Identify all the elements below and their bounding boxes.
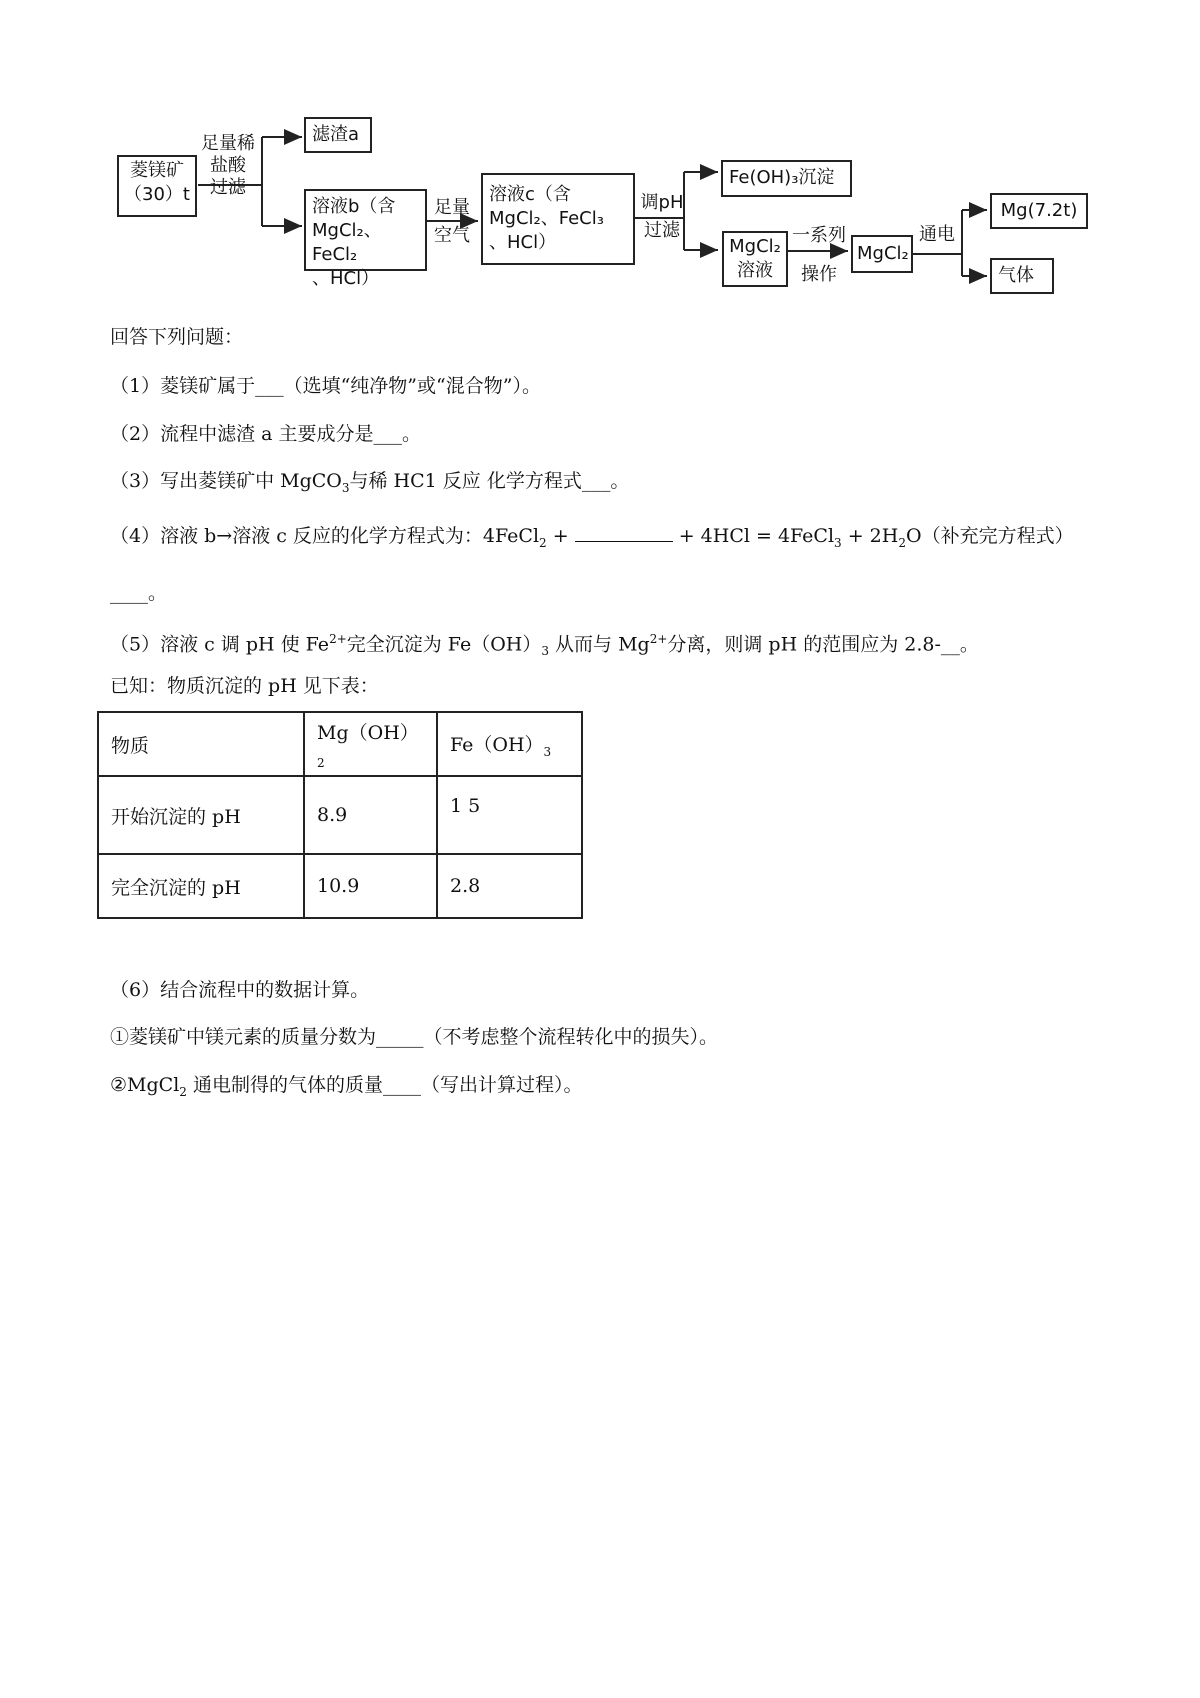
product-gas-box [990,258,1054,294]
question-3-sub: 3 [341,480,350,495]
product-mg-box [990,193,1088,229]
solution-c-line3: 、HCl） [489,232,557,253]
table-header-substance: 物质 [98,712,304,776]
acid-label-line1: 足量稀 [201,133,255,154]
mgcl2-solution-box [722,231,788,287]
question-6-1: ①菱镁矿中镁元素的质量分数为_____（不考虑整个流程转化中的损失）。 [110,1026,719,1048]
question-2: （2）流程中滤渣 a 主要成分是___。 [110,423,421,445]
table-header-feoh3-text: Fe（OH） [450,733,544,756]
question-4-plus: + [546,525,575,547]
series-top-label: 一系列 [792,225,846,246]
table-header-feoh3 [437,712,582,776]
table-cell: 2.8 [437,854,582,918]
question-5-sup2: 2+ [649,632,668,646]
question-5 [110,625,979,665]
acid-label-line2: 盐酸 [210,155,246,176]
question-4-sub1: 2 [539,535,547,550]
table-header-feoh3-sub: 3 [543,744,552,759]
table-cell: 1 5 [437,776,582,854]
solution-b-line2: MgCl₂、FeCl₂ [312,220,382,265]
question-6-2-sub: 2 [179,1084,187,1099]
table-cell: 开始沉淀的 pH [98,776,304,854]
air-label-line1: 足量 [434,197,470,218]
mgcl2-box [851,235,913,273]
acid-label-line3: 过滤 [210,177,246,198]
table-cell: 8.9 [304,776,437,854]
ore-name: 菱镁矿 [130,160,184,181]
table-row [98,854,582,918]
question-6-2-part1: ②MgCl [110,1074,180,1096]
known-text: 已知：物质沉淀的 pH 见下表： [110,675,379,697]
ore-box [117,155,197,217]
question-6: （6）结合流程中的数据计算。 [110,979,370,1001]
residue-label: 滤渣a [312,124,360,145]
intro-text: 回答下列问题： [110,326,244,348]
question-4-part4: O（补充完方程式） [906,525,1074,547]
ph-table [97,711,583,919]
air-label [427,197,477,247]
product-mg-label: Mg(7.2t) [1000,200,1078,221]
adjust-ph-line2: 过滤 [644,220,680,241]
question-3-part2: 与稀 HC1 反应 化学方程式___。 [349,470,630,492]
question-5-sup1: 2+ [329,632,347,646]
table-header-mgoh2 [304,712,437,776]
adjust-ph-line1: 调pH [640,192,684,213]
question-4-sub2: 3 [834,535,842,550]
question-4-part2: + 4HCl = 4FeCl [672,525,835,547]
question-3-part1: （3）写出菱镁矿中 MgCO [110,470,342,492]
table-header-mgoh2-sub: 2 [317,755,325,770]
question-5-sub: 3 [541,644,549,659]
solution-b-line3: 、HCl） [312,268,380,289]
solution-c-line1: 溶液c（含 [489,184,571,205]
question-4-tail: ____。 [110,582,168,604]
ore-mass: （30）t [124,184,190,205]
solution-b-line1: 溶液b（含 [312,196,396,217]
question-4-sub3: 2 [898,535,906,550]
precipitate-label: Fe(OH)₃沉淀 [729,167,835,188]
table-cell: 完全沉淀的 pH [98,854,304,918]
question-5-part1: （5）溶液 c 调 pH 使 Fe [110,633,330,656]
electrolysis-label: 通电 [919,224,955,245]
question-6-2 [110,1071,582,1106]
residue-box [304,117,372,153]
adjust-ph-label [636,192,688,242]
question-1: （1）菱镁矿属于___（选填“纯净物”或“混合物”）。 [110,375,541,397]
solution-c-line2: MgCl₂、FeCl₃ [489,208,604,229]
table-cell: 10.9 [304,854,437,918]
table-row [98,776,582,854]
mgcl2-solution-line1: MgCl₂ [729,236,781,257]
question-6-2-part2: 通电制得的气体的质量____（写出计算过程）。 [186,1074,583,1096]
acid-label [196,133,260,199]
air-label-line2: 空气 [434,225,470,246]
question-5-part3: 从而与 Mg [548,633,650,656]
question-4 [110,522,1074,557]
question-5-part4: 分离，则调 pH 的范围应为 2.8-__。 [667,633,979,656]
solution-b-box [304,189,427,289]
mgcl2-label: MgCl₂ [857,243,909,264]
series-bottom-label: 操作 [801,264,837,285]
precipitate-box [721,160,852,197]
solution-c-box [481,173,635,265]
table-row [98,712,582,776]
question-5-part2: 完全沉淀为 Fe（OH） [346,633,542,656]
question-3 [110,467,629,502]
question-4-part1: （4）溶液 b→溶液 c 反应的化学方程式为：4FeCl [110,525,540,547]
question-4-part3: + 2H [841,525,899,547]
table-header-mgoh2-text: Mg（OH） [317,722,419,745]
mgcl2-solution-line2: 溶液 [737,260,773,281]
question-4-blank[interactable] [575,523,673,542]
product-gas-label: 气体 [998,265,1034,286]
